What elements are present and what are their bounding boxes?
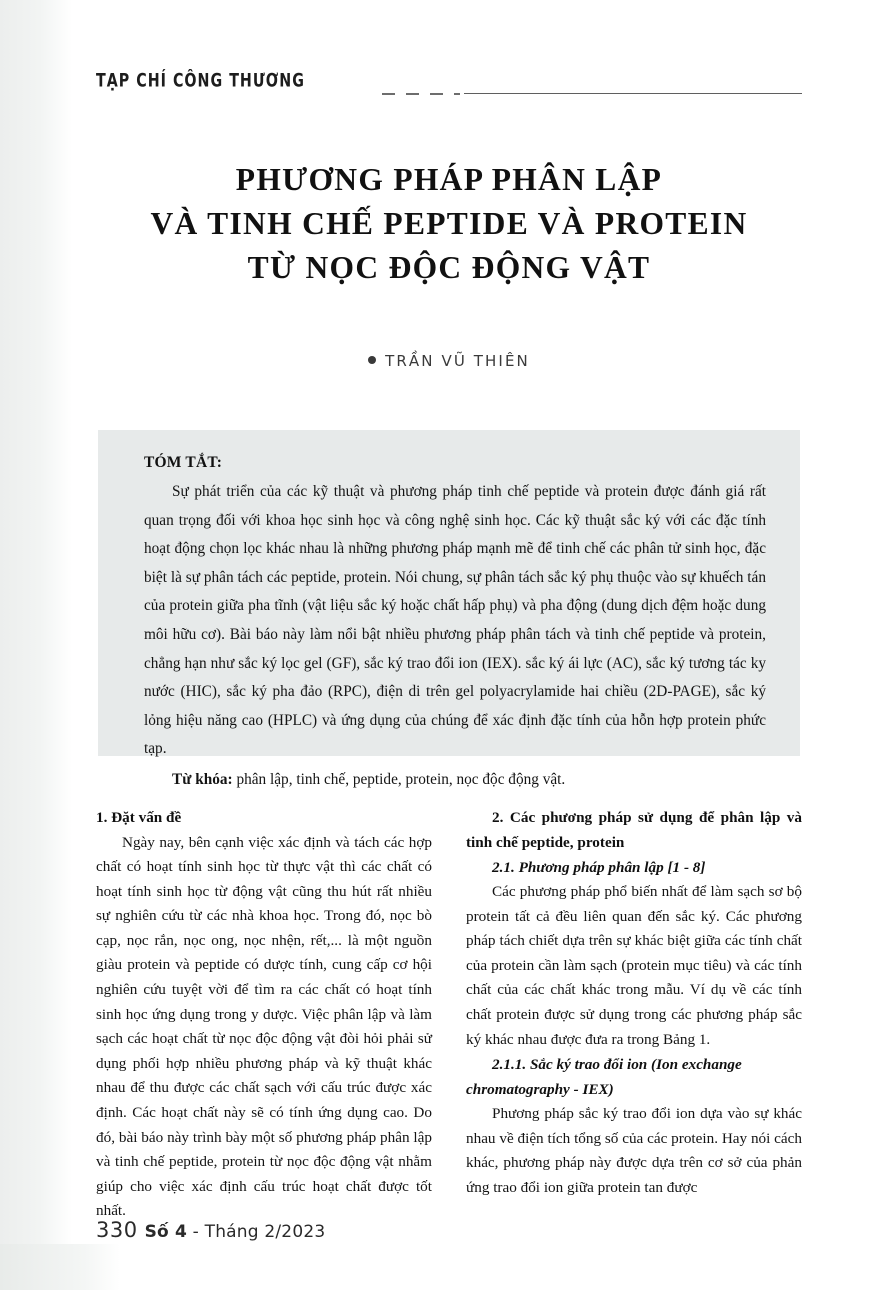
header-rule-dashed-segment	[382, 93, 460, 95]
keywords-text: phân lập, tinh chế, peptide, protein, nọc độc động vật.	[232, 770, 566, 788]
title-line-1: PHƯƠNG PHÁP PHÂN LẬP	[235, 162, 663, 197]
header-rule-solid-segment	[464, 93, 802, 94]
keywords-label: Từ khóa:	[172, 770, 233, 788]
article-title	[96, 158, 802, 290]
article-body	[96, 806, 802, 1220]
footer-month: - Tháng 2/2023	[187, 1222, 326, 1242]
author-byline	[96, 352, 802, 371]
column-left	[96, 806, 432, 1220]
author-name: TRẦN VŨ THIÊN	[385, 352, 530, 370]
abstract-keywords	[144, 766, 766, 795]
abstract-panel	[98, 430, 800, 788]
page-footer	[96, 1218, 325, 1242]
page-content	[96, 0, 802, 1290]
section-heading-1: 1. Đặt vấn đề	[96, 809, 182, 826]
left-column-paragraph-1: Ngày nay, bên cạnh việc xác định và tách các hợp chất có hoạt tính sinh học từ thực vật thì các chất có hoạt tính sinh học từ động vật cũng thu hút rất nhiều sự nghiên cứu từ các nhà khoa học. Trong đó, nọc bò cạp, nọc rắn, nọc ong, nọc nhện, rết,... là một nguồn giàu protein và peptide có dược tính, cung cấp cơ hội nghiên cứu tuyệt vời để tìm ra các chất có hoạt tính sinh học ứng dụng trong y dược. Việc phân lập và làm sạch các hoạt chất từ nọc độc động vật đòi hỏi phải sử dụng phối hợp nhiều phương pháp và kỹ thuật khác nhau để thu được các chất sạch với cấu trúc được xác định. Các hoạt chất này sẽ có tính ứng dụng cao. Do đó, bài báo này trình bày một số phương pháp phân lập và tinh chế peptide, protein từ nọc độc động vật nhằm giúp cho việc xác định cấu trúc hoạt chất được tốt nhất.	[96, 833, 432, 1220]
subsection-heading-2-1: 2.1. Phương pháp phân lập [1 - 8]	[492, 859, 706, 876]
header-rule	[382, 92, 802, 96]
bullet-icon	[368, 356, 376, 364]
title-line-2: VÀ TINH CHẾ PEPTIDE VÀ PROTEIN	[150, 206, 748, 241]
right-column-paragraph-2: Phương pháp sắc ký trao đổi ion dựa vào sự khác nhau về điện tích tổng số của các protein. Hay nói cách khác, phương pháp này được dựa trên cơ sở của phản ứng trao đổi ion giữa protein tan được	[466, 1105, 802, 1196]
journal-masthead: TẠP CHÍ CÔNG THƯƠNG	[96, 70, 305, 92]
footer-issue: Số 4	[144, 1222, 188, 1242]
subsection-heading-2-1-1-line-1: 2.1.1. Sắc ký trao đổi ion (Ion exchange	[492, 1056, 742, 1074]
running-head	[96, 70, 802, 104]
abstract-heading: TÓM TẮT:	[144, 454, 223, 471]
footer-page-number: 330	[96, 1218, 138, 1242]
subsection-heading-2-1-1-line-2: chromatography - IEX)	[466, 1081, 614, 1099]
column-right	[466, 806, 802, 1196]
right-column-paragraph-1: Các phương pháp phổ biến nhất để làm sạch sơ bộ protein tất cả đều liên quan đến sắc ký. Các phương pháp tách chiết dựa trên sự khác biệt giữa các tính chất của protein cần làm sạch (protein mục tiêu) và các tính chất của các chất khác trong mẫu. Ví dụ về các tính chất protein được sử dụng trong các phương pháp sắc ký khác nhau được đưa ra trong Bảng 1.	[466, 883, 802, 1048]
scan-edge-left	[0, 0, 72, 1290]
author-name-wrapper	[368, 352, 530, 370]
section-heading-2: 2. Các phương pháp sử dụng để phân lập và tinh chế peptide, protein	[466, 809, 802, 851]
abstract-body: Sự phát triển của các kỹ thuật và phương pháp tinh chế peptide và protein được đánh giá rất quan trọng đối với khoa học sinh học và công nghệ sinh học. Các kỹ thuật sắc ký với các đặc tính hoạt động chọn lọc khác nhau là những phương pháp mạnh mẽ để tinh chế các phân tử sinh học, đặc biệt là sự phân tách các peptide, protein. Nói chung, sự phân tách sắc ký phụ thuộc vào sự khuếch tán của protein giữa pha tĩnh (vật liệu sắc ký hoặc chất hấp phụ) và pha động (dung dịch đệm hoặc dung môi hữu cơ). Bài báo này làm nổi bật nhiều phương pháp phân tách và tinh chế peptide và protein, chẳng hạn như sắc ký lọc gel (GF), sắc ký trao đổi ion (IEX). sắc ký ái lực (AC), sắc ký tương tác ky nước (HIC), sắc ký pha đảo (RPC), điện di trên gel polyacrylamide hai chiều (2D-PAGE), sắc ký lỏng hiệu năng cao (HPLC) và ứng dụng của chúng để xác định đặc tính của hỗn hợp protein phức tạp.	[144, 483, 766, 758]
title-line-3: TỪ NỌC ĐỘC ĐỘNG VẬT	[247, 250, 651, 285]
